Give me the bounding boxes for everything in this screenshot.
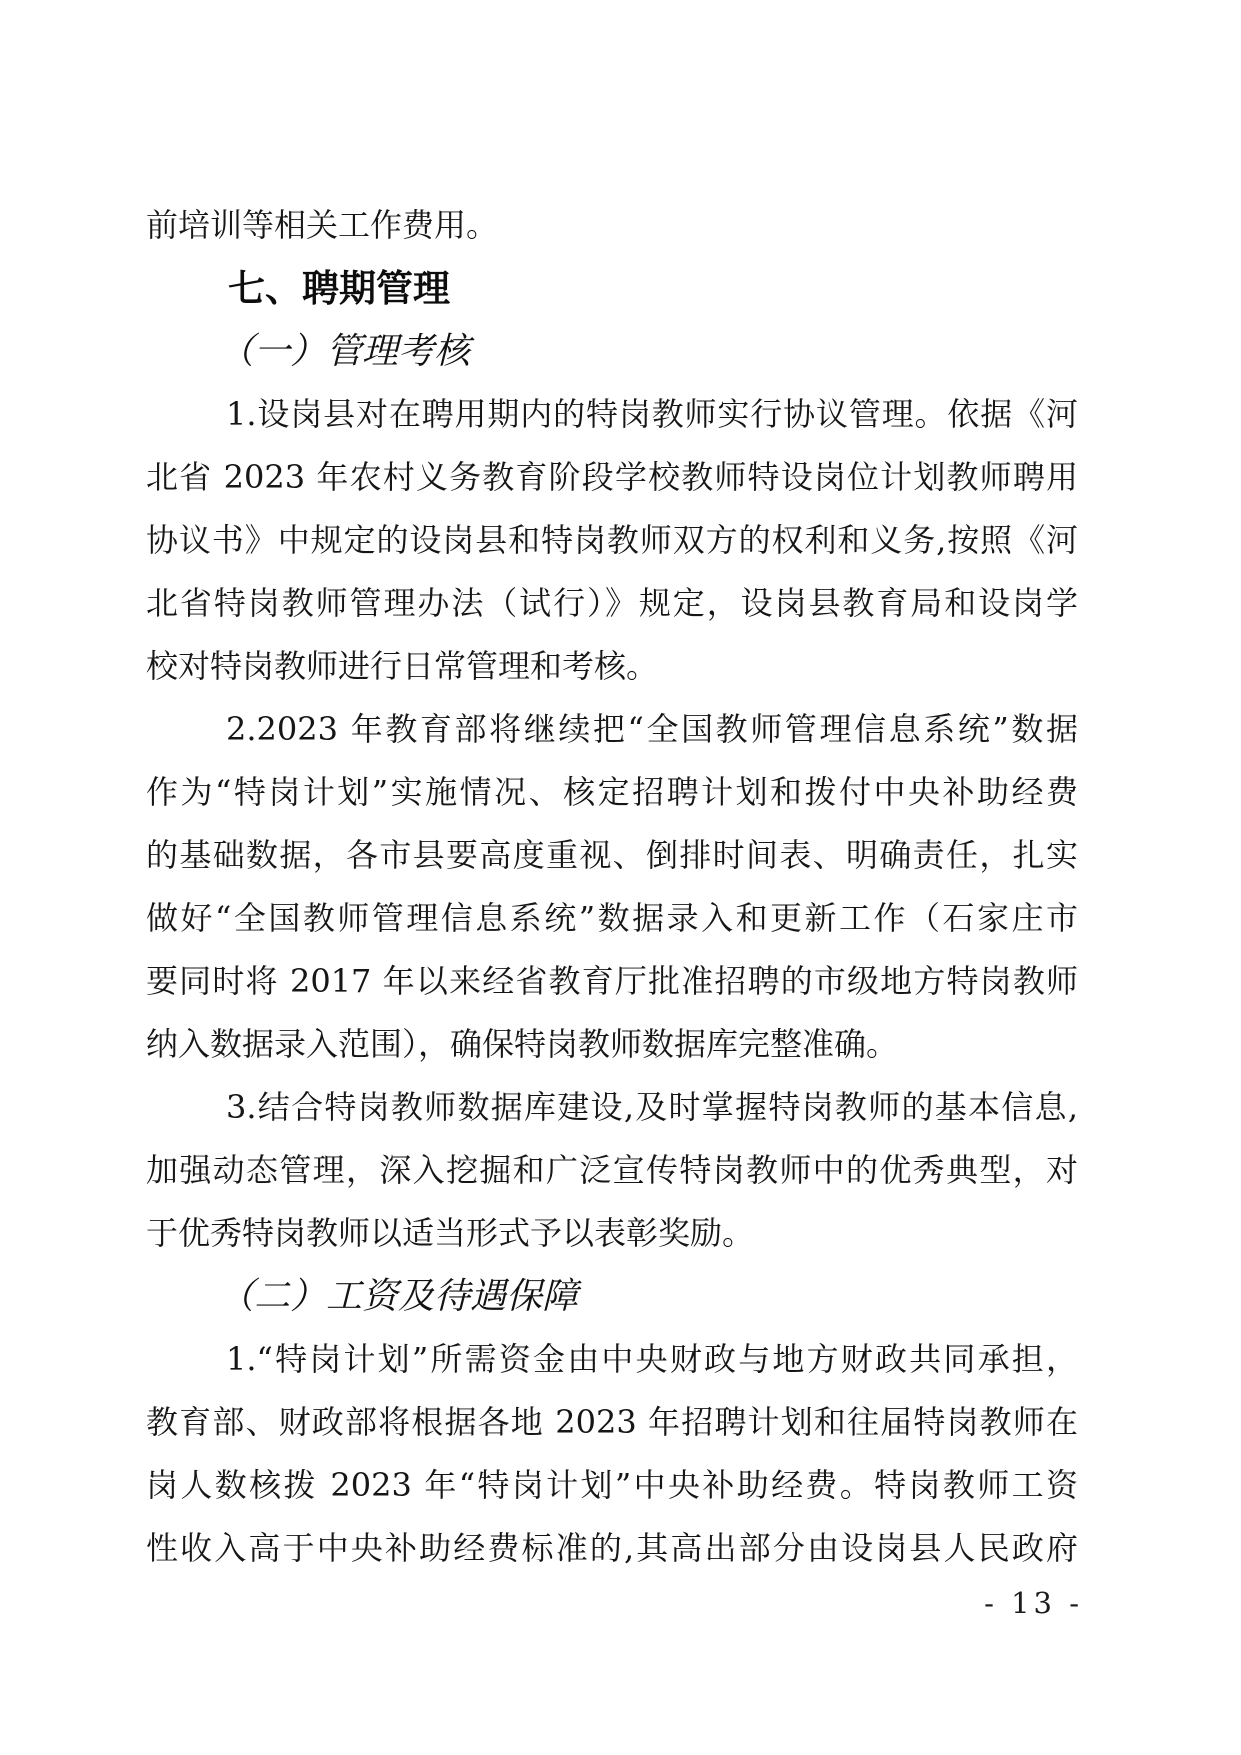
body-line: 北省 2023 年农村义务教育阶段学校教师特设岗位计划教师聘用 [146, 458, 1078, 496]
body-line: 的基础数据，各市县要高度重视、倒排时间表、明确责任，扎实 [146, 836, 1078, 874]
body-line: 校对特岗教师进行日常管理和考核。 [146, 647, 659, 685]
body-line: 作为“特岗计划”实施情况、核定招聘计划和拨付中央补助经费 [146, 773, 1078, 811]
body-line: 协议书》中规定的设岗县和特岗教师双方的权利和义务,按照《河 [146, 521, 1078, 559]
body-line: 北省特岗教师管理办法（试行）》规定，设岗县教育局和设岗学 [146, 584, 1078, 622]
body-line: 做好“全国教师管理信息系统”数据录入和更新工作（石家庄市 [146, 899, 1078, 937]
body-line: 教育部、财政部将根据各地 2023 年招聘计划和往届特岗教师在 [146, 1403, 1078, 1441]
body-line: 要同时将 2017 年以来经省教育厅批准招聘的市级地方特岗教师 [146, 962, 1078, 1000]
page-number: - 13 - [984, 1586, 1083, 1620]
body-line: 前培训等相关工作费用。 [146, 206, 499, 244]
body-line: 纳入数据录入范围），确保特岗教师数据库完整准确。 [146, 1025, 899, 1063]
body-line: 加强动态管理，深入挖掘和广泛宣传特岗教师中的优秀典型，对 [146, 1151, 1078, 1189]
subsection-heading-2: （二）工资及待遇保障 [218, 1276, 579, 1317]
body-line: 于优秀特岗教师以适当形式予以表彰奖励。 [146, 1214, 755, 1252]
document-body [146, 194, 1078, 1580]
body-line: 岗人数核拨 2023 年“特岗计划”中央补助经费。特岗教师工资 [146, 1466, 1078, 1504]
subsection-heading-1: （一）管理考核 [218, 331, 471, 372]
body-line: 1.“特岗计划”所需资金由中央财政与地方财政共同承担， [226, 1340, 1078, 1378]
section-heading: 七、聘期管理 [228, 267, 450, 310]
body-line: 1.设岗县对在聘用期内的特岗教师实行协议管理。依据《河 [226, 395, 1078, 433]
body-line: 性收入高于中央补助经费标准的,其高出部分由设岗县人民政府 [146, 1529, 1078, 1567]
body-line: 2.2023 年教育部将继续把“全国教师管理信息系统”数据 [226, 710, 1078, 748]
body-line: 3.结合特岗教师数据库建设,及时掌握特岗教师的基本信息, [226, 1088, 1078, 1126]
